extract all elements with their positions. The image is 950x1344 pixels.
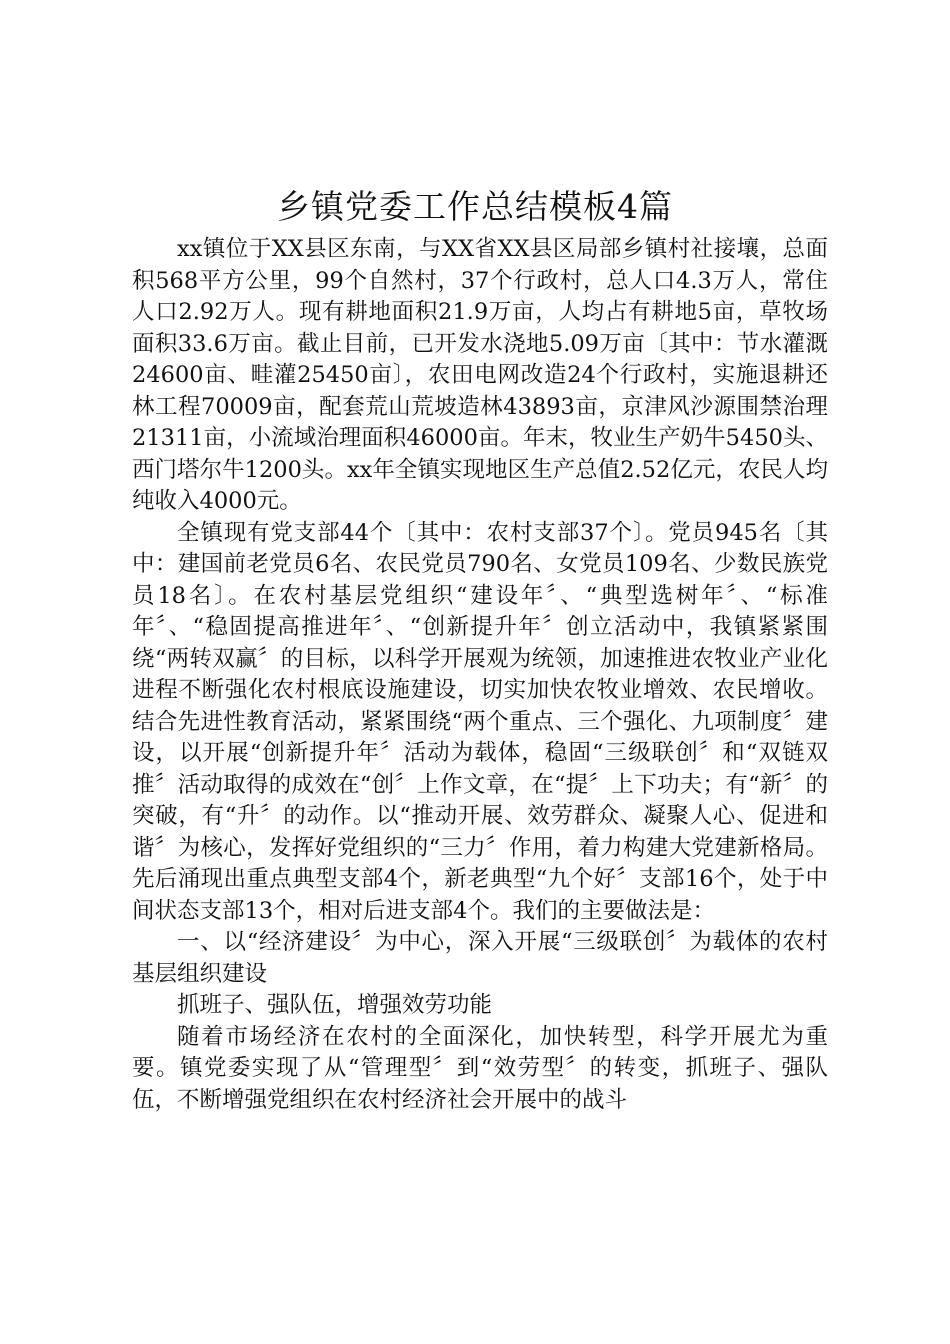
paragraph-overview: xx镇位于XX县区东南，与XX省XX县区局部乡镇村社接壤，总面积568平方公里，99个自然村，37个行政村，总人口4.3万人，常住人口2.92万人。现有耕地面积21.9万亩，人均占有耕地5亩，草牧场面积33.6万亩。截止目前，已开发水浇地5.09万亩〔其中：节水灌溉24600亩、畦灌25450亩〕，农田电网改造24个行政村，实施退耕还林工程70009亩，配套荒山荒坡造林43893亩，京津风沙源围禁治理21311亩，小流域治理面积46000亩。年末，牧业生产奶牛5450头、西门塔尔牛1200头。xx年全镇实现地区生产总值2.52亿元，农民人均纯收入4000元。 <box>132 236 828 514</box>
document-body <box>132 234 828 1116</box>
section-heading-one: 一、以“经济建设〞为中心，深入开展“三级联创〞为载体的农村基层组织建设 <box>132 929 828 987</box>
paragraph-market-economy: 随着市场经济在农村的全面深化，加快转型，科学开展尤为重要。镇党委实现了从“管理型〞到“效劳型〞的转变，抓班子、强队伍，不断增强党组织在农村经济社会开展中的战斗 <box>132 1023 828 1113</box>
document-title: 乡镇党委工作总结模板4篇 <box>277 187 673 226</box>
paragraph-party-branches: 全镇现有党支部44个〔其中：农村支部37个〕。党员945名〔其中：建国前老党员6名、农民党员790名、女党员109名、少数民族党员18名〕。在农村基层党组织“建设年〞、“典型选树年〞、“标准年〞、“稳固提高推进年〞、“创新提升年〞创立活动中，我镇紧紧围绕“两转双赢〞的目标，以科学开展观为统领，加速推进农牧业产业化进程不断强化农村根底设施建设，切实加快农牧业增效、农民增收。结合先进性教育活动，紧紧围绕“两个重点、三个强化、九项制度〞建设，以开展“创新提升年〞活动为载体，稳固“三级联创〞和“双链双推〞活动取得的成效在“创〞上作文章，在“提〞上下功夫；有“新〞的突破，有“升〞的动作。以“推动开展、效劳群众、凝聚人心、促进和谐〞为核心，发挥好党组织的“三力〞作用，着力构建大党建新格局。先后涌现出重点典型支部4个，新老典型“九个好〞支部16个，处于中间状态支部13个，相对后进支部4个。我们的主要做法是： <box>132 519 828 924</box>
subsection-heading: 抓班子、强队伍，增强效劳功能 <box>177 992 493 1018</box>
